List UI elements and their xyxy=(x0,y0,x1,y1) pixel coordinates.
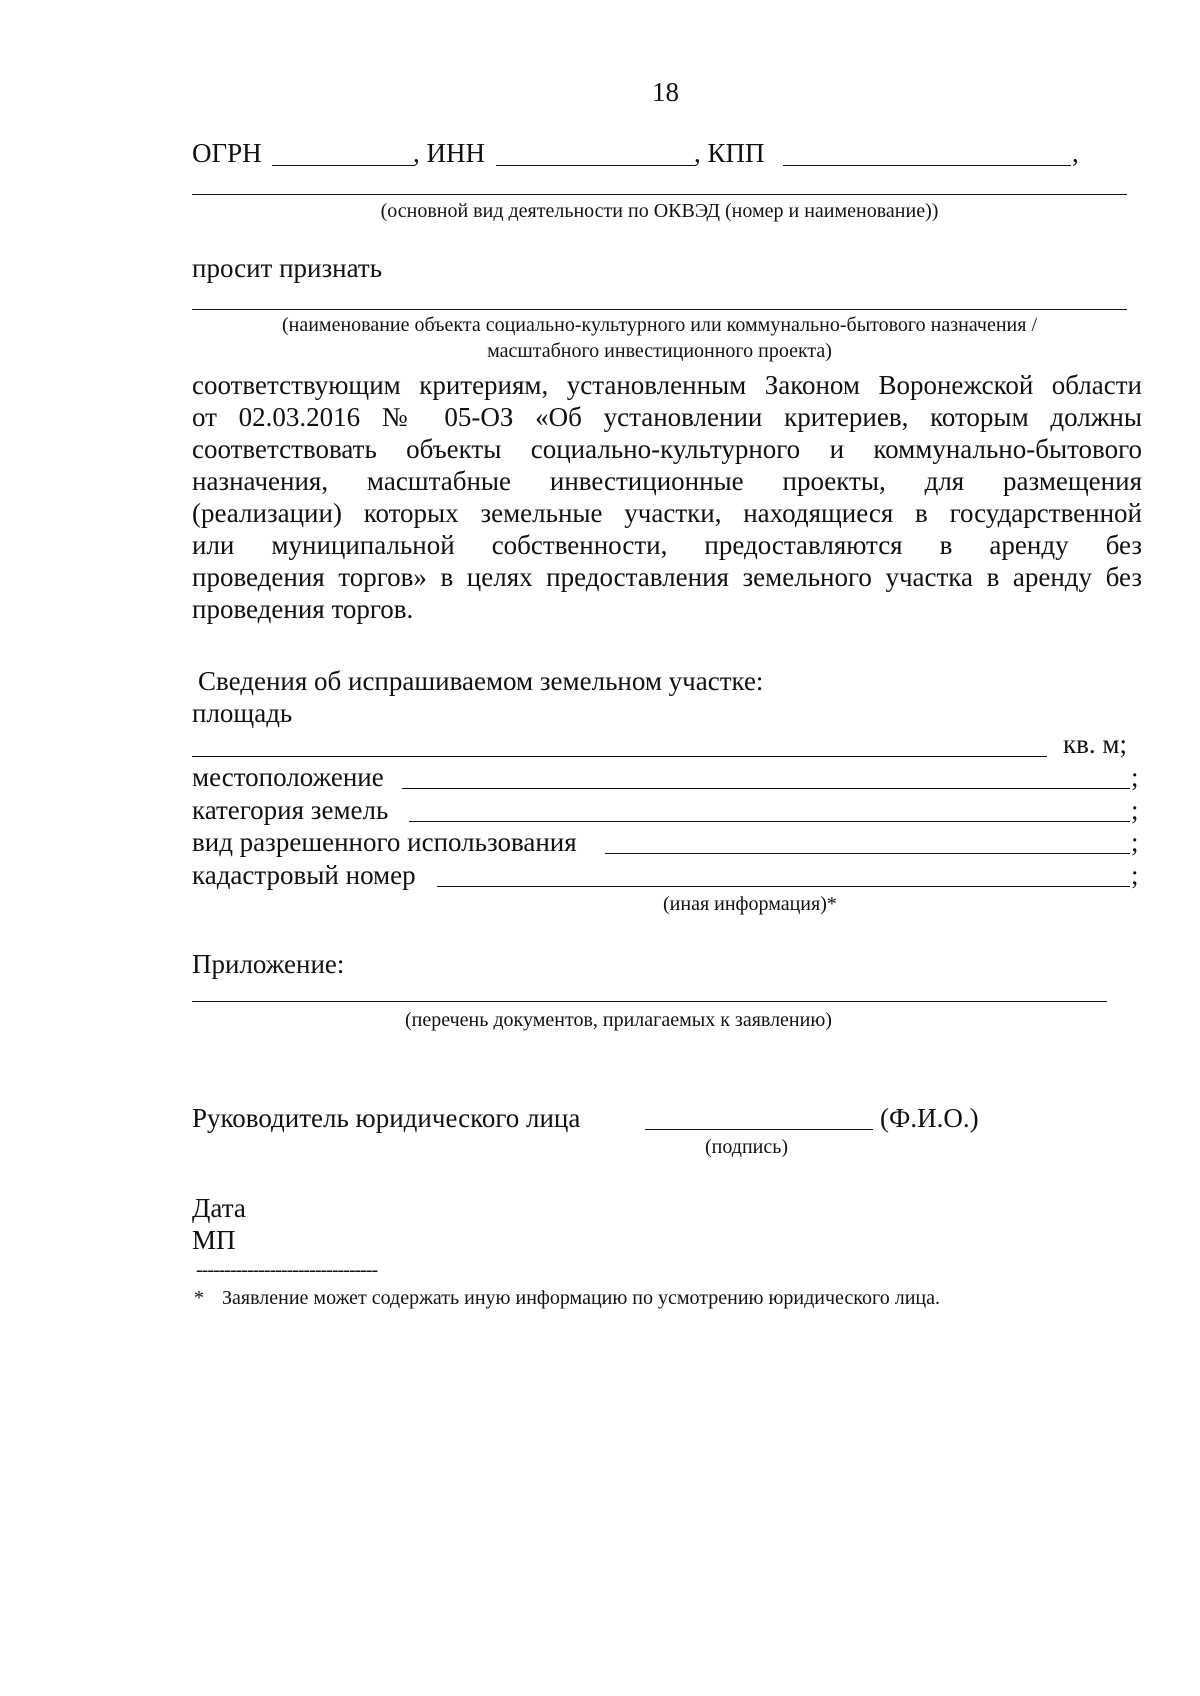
signature-caption: (подпись) xyxy=(705,1136,789,1158)
okved-caption: (основной вид деятельности по ОКВЭД (номер и наименование)) xyxy=(380,200,939,222)
head-label: Руководитель юридического лица xyxy=(192,1103,581,1133)
page-number: 18 xyxy=(652,77,679,107)
kpp-field[interactable] xyxy=(783,165,1071,166)
object-caption-line1: (наименование объекта социально-культурного или коммунально-бытового назначения / xyxy=(281,314,1037,336)
inn-field[interactable] xyxy=(496,165,696,166)
attachment-label: Приложение: xyxy=(192,949,345,979)
area-field[interactable] xyxy=(192,756,1047,757)
permitted-use-field[interactable] xyxy=(605,853,1130,854)
cadastral-field[interactable] xyxy=(437,886,1130,887)
ogrn-field[interactable] xyxy=(272,165,415,166)
footnote-marker: * xyxy=(194,1287,204,1309)
body-line: проведения торгов. xyxy=(192,594,414,624)
attachment-caption: (перечень документов, прилагаемых к заявлению) xyxy=(405,1009,832,1031)
attachment-field[interactable] xyxy=(192,1001,1107,1002)
footnote-text: Заявление может содержать иную информацию по усмотрению юридического лица. xyxy=(222,1287,940,1309)
permitted-use-label: вид разрешенного использования xyxy=(192,827,577,857)
cadastral-semicolon: ; xyxy=(1131,860,1139,890)
plot-info-heading: Сведения об испрашиваемом земельном участке: xyxy=(198,666,764,696)
body-line: соответствующим критериям, установленным Законом Воронежской области xyxy=(192,370,1142,400)
cadastral-label: кадастровый номер xyxy=(192,860,416,890)
request-label: просит признать xyxy=(192,253,383,283)
body-paragraph xyxy=(192,369,1142,625)
object-caption-line2: масштабного инвестиционного проекта) xyxy=(487,340,832,362)
location-label: местоположение xyxy=(192,762,384,792)
land-category-field[interactable] xyxy=(409,821,1130,822)
area-label: площадь xyxy=(192,698,293,728)
object-name-field[interactable] xyxy=(192,309,1127,310)
land-category-label: категория земель xyxy=(192,795,389,825)
body-line: или муниципальной собственности, предоставляются в аренду без xyxy=(192,530,1142,560)
body-line: соответствовать объекты социально-культурного и коммунально-бытового xyxy=(192,434,1142,464)
ogrn-label: ОГРН xyxy=(192,138,262,168)
end-comma: , xyxy=(1072,138,1079,168)
location-field[interactable] xyxy=(402,788,1130,789)
permitted-use-semicolon: ; xyxy=(1131,827,1139,857)
location-semicolon: ; xyxy=(1131,762,1139,792)
okved-field[interactable] xyxy=(192,194,1127,195)
footnote-separator: -------------------------------- xyxy=(196,1259,378,1281)
area-unit: кв. м; xyxy=(1063,729,1127,759)
other-info-caption: (иная информация)* xyxy=(663,893,837,915)
inn-label: , ИНН xyxy=(413,138,485,168)
kpp-label: , КПП xyxy=(694,138,765,168)
land-category-semicolon: ; xyxy=(1131,795,1139,825)
body-line: назначения, масштабные инвестиционные проекты, для размещения xyxy=(192,466,1142,496)
signature-field[interactable] xyxy=(645,1129,873,1130)
stamp-label: МП xyxy=(192,1225,236,1255)
date-label: Дата xyxy=(192,1193,246,1223)
body-line: проведения торгов» в целях предоставления земельного участка в аренду без xyxy=(192,562,1142,592)
fio-label: (Ф.И.О.) xyxy=(880,1103,979,1133)
body-line: (реализации) которых земельные участки, находящиеся в государственной xyxy=(192,498,1142,528)
body-line: от 02.03.2016 № 05-ОЗ «Об установлении критериев, которым должны xyxy=(192,402,1142,432)
